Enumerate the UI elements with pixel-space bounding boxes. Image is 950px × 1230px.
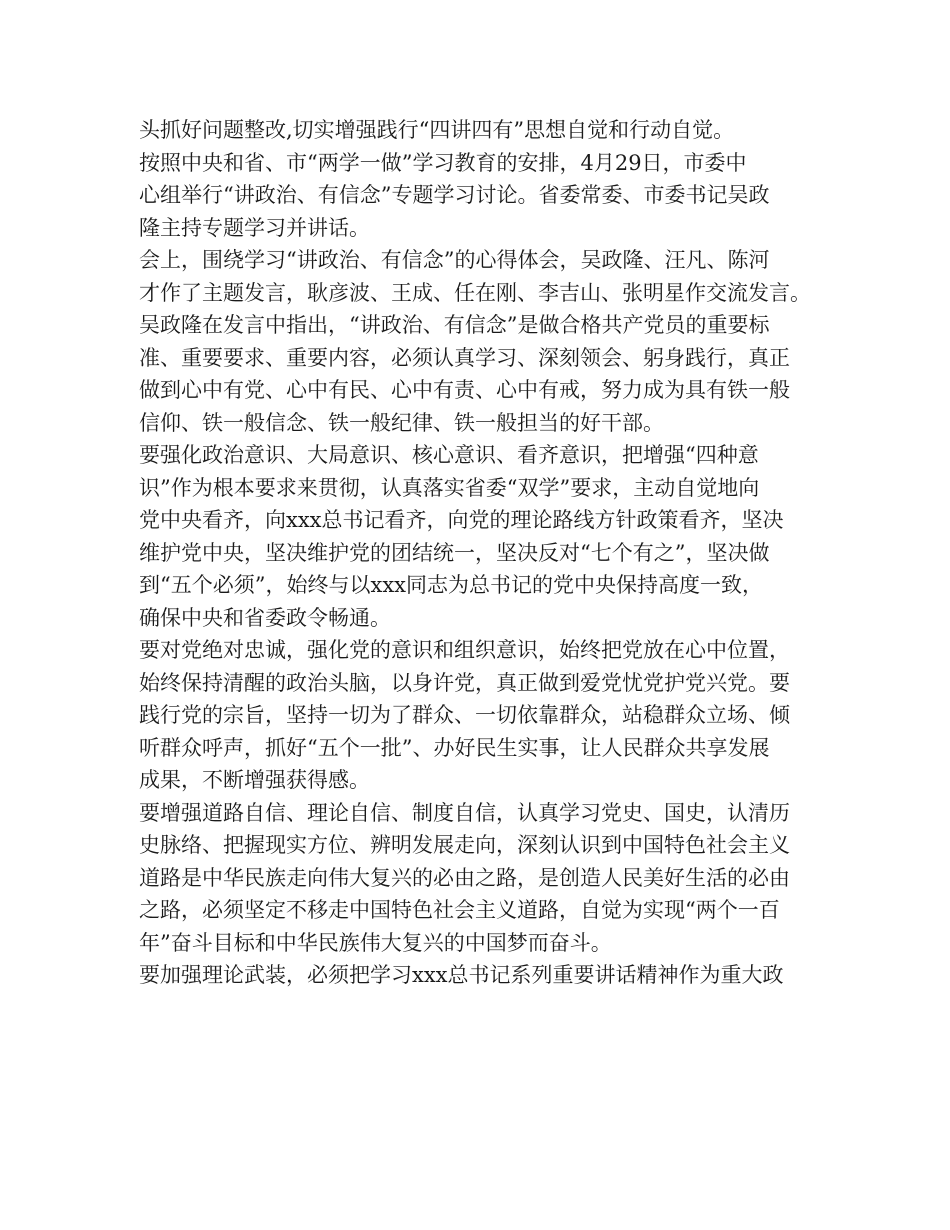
document-body (139, 114, 829, 992)
text-line: 按照中央和省、市“两学一做”学习教育的安排，4月29日，市委中 (139, 150, 747, 175)
text-line: 党中央看齐，向xxx总书记看齐，向党的理论路线方针政策看齐，坚决 (139, 508, 784, 532)
text-line: 成果，不断增强获得感。 (139, 768, 370, 792)
text-line: 史脉络、把握现实方位、辨明发展走向，深刻认识到中国特色社会主义 (139, 833, 790, 857)
text-line: 准、重要要求、重要内容，必须认真学习、深刻领会、躬身践行，真正 (139, 345, 790, 370)
text-line: 确保中央和省委政令畅通。 (139, 605, 391, 630)
text-line: 信仰、铁一般信念、铁一般纪律、铁一般担当的好干部。 (139, 410, 664, 435)
text-line: 头抓好问题整改,切实增强践行“四讲四有”思想自觉和行动自觉。 (139, 118, 735, 142)
text-line: 要强化政治意识、大局意识、核心意识、看齐意识，把增强“四种意 (139, 443, 759, 467)
text-line: 心组举行“讲政治、有信念”专题学习讨论。省委常委、市委书记吴政 (139, 183, 770, 207)
text-line: 践行党的宗旨，坚持一切为了群众、一切依靠群众，站稳群众立场、倾 (139, 703, 790, 727)
text-line: 要增强道路自信、理论自信、制度自信，认真学习党史、国史，认清历 (139, 800, 790, 825)
text-line: 会上，围绕学习“讲政治、有信念”的心得体会，吴政隆、汪凡、陈河 (139, 248, 770, 272)
text-line: 吴政隆在发言中指出，“讲政治、有信念”是做合格共产党员的重要标 (139, 313, 770, 337)
text-line: 识”作为根本要求来贯彻，认真落实省委“双学”要求，主动自觉地向 (139, 475, 760, 500)
text-line: 要对党绝对忠诚，强化党的意识和组织意识，始终把党放在心中位置， (139, 638, 790, 662)
text-line: 到“五个必须”，始终与以xxx同志为总书记的党中央保持高度一致， (139, 573, 763, 597)
text-line: 听群众呼声，抓好“五个一批”、办好民生实事，让人民群众共享发展 (139, 735, 770, 760)
text-line: 维护党中央，坚决维护党的团结统一，坚决反对“七个有之”，坚决做 (139, 540, 770, 565)
text-line: 要加强理论武装，必须把学习xxx总书记系列重要讲话精神作为重大政 (139, 963, 784, 987)
text-line: 才作了主题发言，耿彦波、王成、任在刚、李吉山、张明星作交流发言。 (139, 280, 811, 305)
text-line: 做到心中有党、心中有民、心中有责、心中有戒，努力成为具有铁一般 (139, 378, 790, 402)
text-line: 道路是中华民族走向伟大复兴的必由之路，是创造人民美好生活的必由 (139, 865, 790, 890)
text-line: 隆主持专题学习并讲话。 (139, 215, 370, 240)
text-line: 之路，必须坚定不移走中国特色社会主义道路，自觉为实现“两个一百 (139, 898, 780, 922)
text-line: 始终保持清醒的政治头脑，以身许党，真正做到爱党忧党护党兴党。要 (139, 670, 790, 695)
text-line: 年”奋斗目标和中华民族伟大复兴的中国梦而奋斗。 (139, 930, 612, 955)
